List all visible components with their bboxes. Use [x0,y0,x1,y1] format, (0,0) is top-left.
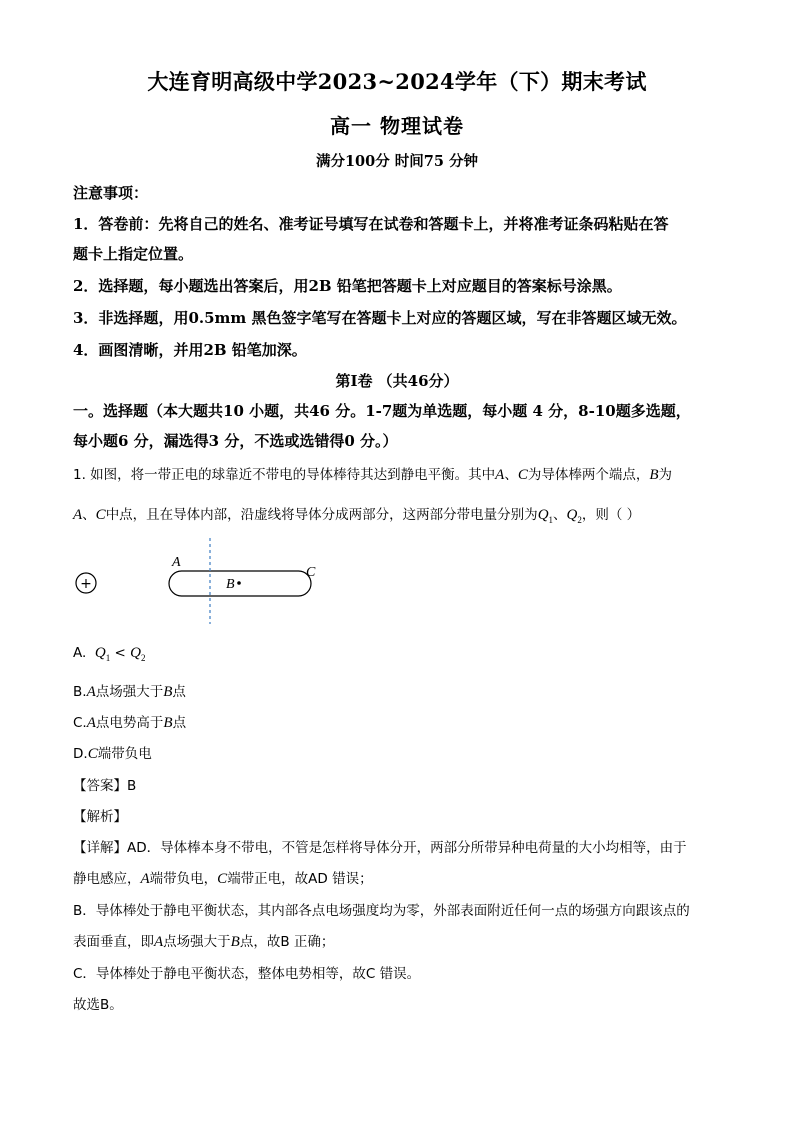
notice-item-3: 3．非选择题，用0.5mm 黑色签字笔写在答题卡上对应的答题区域，写在非答题区域无效。 [73,309,687,327]
notice-item-1-line-1: 1．答卷前：先将自己的姓名、准考证号填写在试卷和答题卡上，并将准考证条码粘贴在答 [73,215,669,233]
separator: 、 [504,467,518,483]
option-b: B.A点场强大于B点 [73,684,186,700]
stem-text: 1. 如图，将一带正电的球靠近不带电的导体棒待其达到静电平衡。其中 [73,467,496,483]
point-c-label: C [95,507,106,523]
label-b: B [226,577,235,592]
label-a: A [172,555,181,570]
score-time: 满分100分 时间75 分钟 [315,153,479,170]
point-c-label: C [517,467,528,483]
plus-sign: + [80,576,92,592]
option-d: D.C端带负电 [73,746,152,762]
question-1-stem-line-1 [73,463,723,484]
analysis-label: 【解析】 [73,809,127,825]
detail-b-line-1: B．导体棒处于静电平衡状态，其内部各点电场强度均为零，外部表面附近任何一点的场强方向跟该点的 [73,903,690,919]
point-a-label: A [73,507,83,523]
exam-subtitle: 高一 物理试卷 [330,114,464,138]
part-title: 第Ⅰ卷 （共46分） [335,372,459,390]
question-1-stem-line-2 [73,503,723,525]
stem-text: 为 [658,467,673,483]
option-c: C.A点电势高于B点 [73,715,187,731]
option-a: A. $Q_1 < Q_2$ [73,645,146,663]
point-b-dot [237,581,241,585]
notice-heading: 注意事项： [73,184,149,202]
charge-q1: $Q_1$ [537,507,554,525]
detail-c: C．导体棒处于静电平衡状态，整体电势相等，故C 错误。 [73,966,421,982]
detail-ad-line-2: 静电感应，A端带负电，C端带正电，故AD 错误； [73,871,373,887]
exam-title: 大连育明高级中学2023~2024学年（下）期末考试 [147,69,647,94]
stem-text: 中点，且在导体内部，沿虚线将导体分成两部分，这两部分带电量分别为 [105,507,538,523]
detail-b-line-2: 表面垂直，即A点场强大于B点，故B 正确； [73,934,335,950]
stem-text: ，则（ ） [581,507,641,523]
answer: 【答案】B [73,778,137,794]
separator: 、 [82,507,96,523]
notice-item-4: 4．画图清晰，并用2B 铅笔加深。 [73,341,307,359]
conclusion: 故选B。 [73,997,123,1013]
label-c: C [306,565,316,580]
charge-q2: $Q_2$ [566,507,582,525]
conductor-diagram [70,536,330,628]
stem-text: 为导体棒两个端点， [527,467,650,483]
detail-ad-line-1: 【详解】AD．导体棒本身不带电，不管是怎样将导体分开，两部分所带异种电荷量的大小均相等，由于 [73,840,687,856]
point-b-label: B [649,467,659,483]
section-header-line-1: 一。选择题（本大题共10 小题，共46 分。1-7题为单选题，每小题 4 分，8-10题多选题， [73,402,691,420]
section-header-line-2: 每小题6 分，漏选得3 分，不选或选错得0 分。） [73,432,398,450]
notice-item-2: 2．选择题，每小题选出答案后，用2B 铅笔把答题卡上对应题目的答案标号涂黑。 [73,277,622,295]
separator: 、 [553,507,567,523]
point-a-label: A [495,467,505,483]
notice-item-1-line-2: 题卡上指定位置。 [73,245,194,263]
